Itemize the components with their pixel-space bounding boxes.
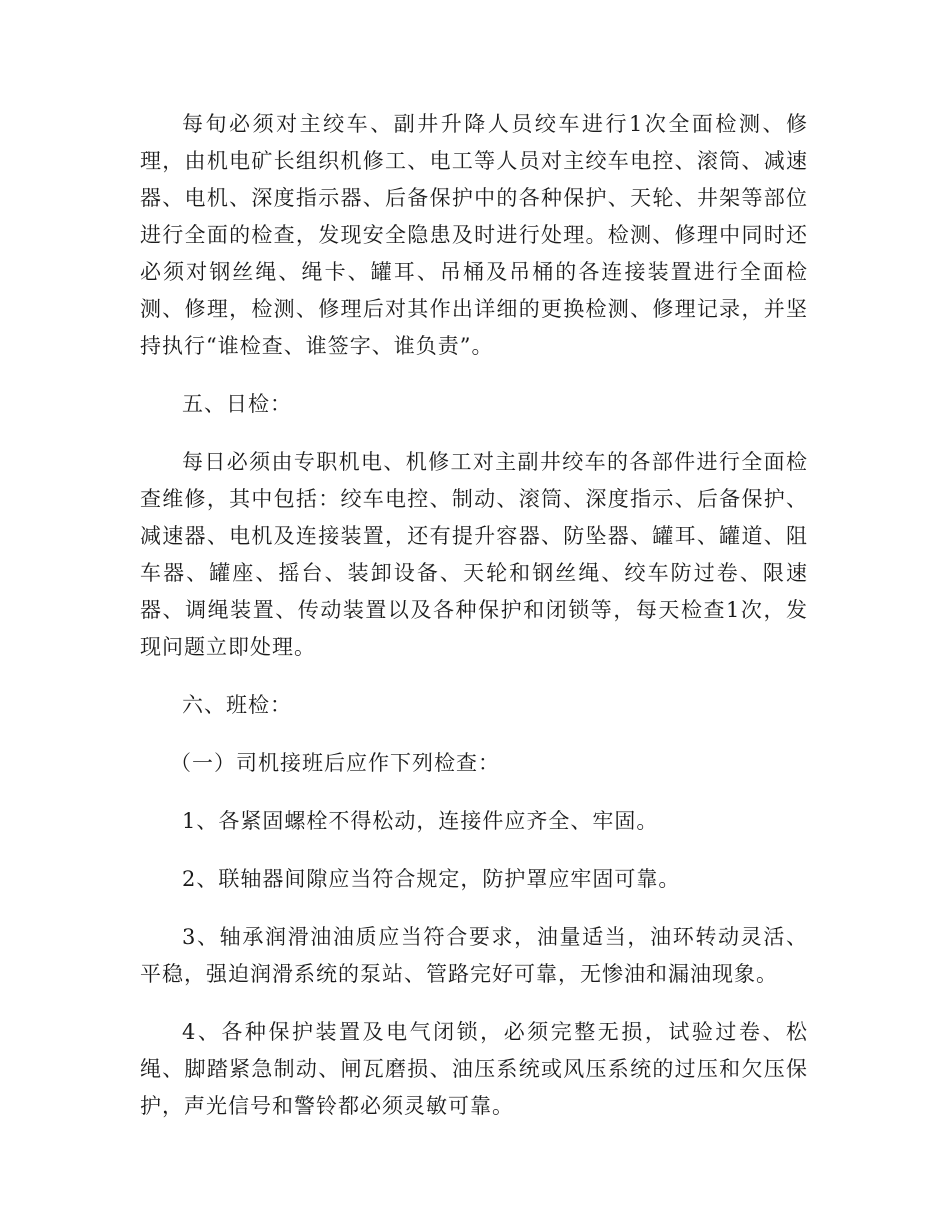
paragraph-weekly-inspection: 每旬必须对主绞车、副井升降人员绞车进行1次全面检测、修理，由机电矿长组织机修工、电工等人员对主绞车电控、滚筒、减速器、电机、深度指示器、后备保护中的各种保护、天轮、井架等部位进行全面的检查，发现安全隐患及时进行处理。检测、修理中同时还必须对钢丝绳、绳卡、罐耳、吊桶及吊桶的各连接装置进行全面检测、修理，检测、修理后对其作出详细的更换检测、修理记录，并坚持执行“谁检查、谁签字、谁负责”。 — [140, 112, 808, 358]
paragraph-daily-inspection: 每日必须由专职机电、机修工对主副井绞车的各部件进行全面检查维修，其中包括：绞车电控、制动、滚筒、深度指示、后备保护、减速器、电机及连接装置，还有提升容器、防坠器、罐耳、罐道、阻车器、罐座、摇台、装卸设备、天轮和钢丝绳、绞车防过卷、限速器、调绳装置、传动装置以及各种保护和闭锁等，每天检查1次，发现问题立即处理。 — [140, 450, 808, 659]
heading-daily-inspection: 五、日检： — [182, 392, 292, 416]
heading-shift-inspection: 六、班检： — [182, 693, 292, 717]
subheading-driver-checks: （一）司机接班后应作下列检查： — [170, 751, 500, 775]
list-item-3: 3、轴承润滑油油质应当符合要求，油量适当，油环转动灵活、平稳，强迫润滑系统的泵站、管路完好可靠，无惨油和漏油现象。 — [140, 925, 808, 986]
document-page — [140, 106, 808, 1125]
list-item-2: 2、联轴器间隙应当符合规定，防护罩应牢固可靠。 — [182, 867, 681, 891]
list-item-4: 4、各种保护装置及电气闭锁，必须完整无损，试验过卷、松绳、脚踏紧急制动、闸瓦磨损、油压系统或风压系统的过压和欠压保护，声光信号和警铃都必须灵敏可靠。 — [140, 1020, 808, 1118]
list-item-1: 1、各紧固螺栓不得松动，连接件应齐全、牢固。 — [182, 809, 659, 833]
